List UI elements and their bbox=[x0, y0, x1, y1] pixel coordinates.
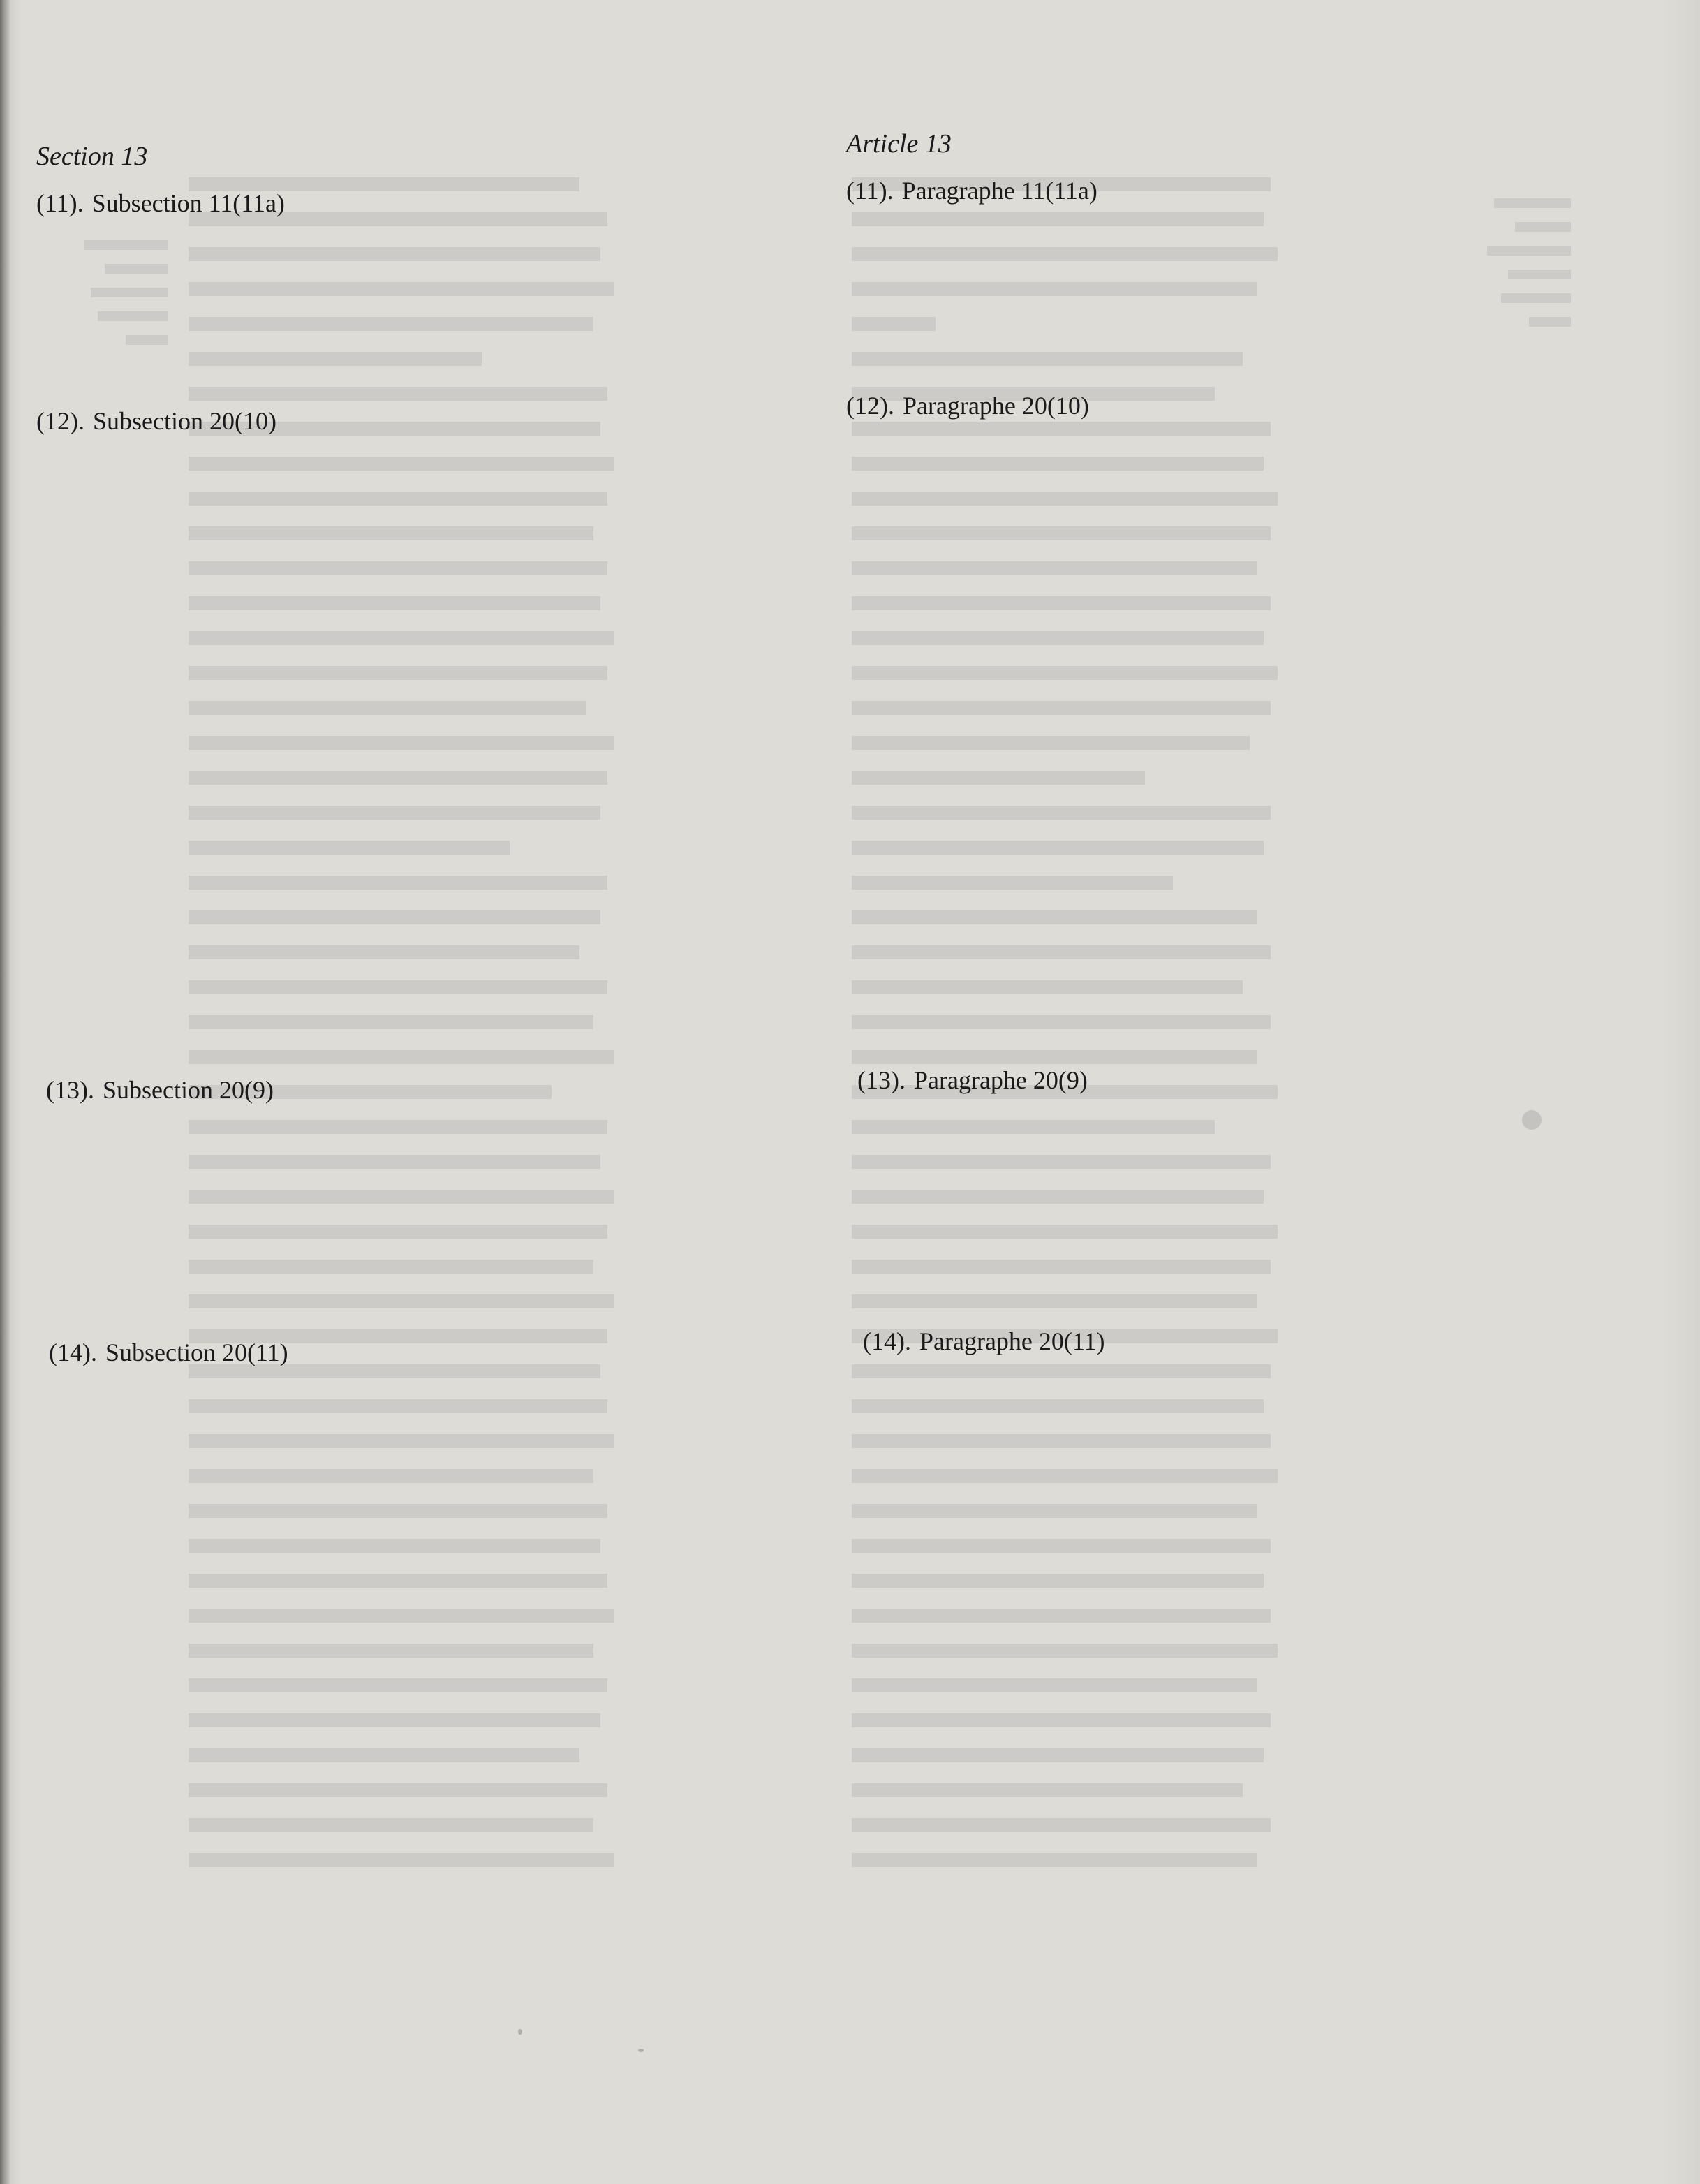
item-number: (11). bbox=[846, 177, 894, 205]
right-item-14 bbox=[863, 1327, 1105, 1356]
left-item-14 bbox=[49, 1338, 288, 1367]
right-item-11 bbox=[846, 176, 1097, 205]
item-label: Subsection 20(9) bbox=[102, 1076, 274, 1104]
item-label: Paragraphe 11(11a) bbox=[901, 177, 1097, 205]
left-item-11 bbox=[36, 189, 285, 218]
right-item-12 bbox=[846, 391, 1089, 420]
scan-speck bbox=[638, 2049, 644, 2052]
scan-speck bbox=[518, 2029, 522, 2035]
bleed-through-right bbox=[852, 168, 1285, 1878]
item-number: (13). bbox=[46, 1076, 94, 1104]
item-number: (14). bbox=[863, 1327, 911, 1355]
scan-speck bbox=[1522, 1110, 1542, 1130]
bleed-through-margin-note-left bbox=[28, 230, 168, 349]
item-number: (11). bbox=[36, 189, 84, 217]
page-binding-edge bbox=[0, 0, 10, 2184]
item-label: Subsection 11(11a) bbox=[91, 189, 285, 217]
item-number: (13). bbox=[857, 1066, 906, 1094]
item-label: Paragraphe 20(11) bbox=[919, 1327, 1105, 1355]
item-label: Paragraphe 20(10) bbox=[902, 392, 1089, 420]
right-item-13 bbox=[857, 1065, 1088, 1095]
item-number: (14). bbox=[49, 1338, 97, 1366]
left-item-13 bbox=[46, 1075, 274, 1105]
item-label: Subsection 20(11) bbox=[105, 1338, 288, 1366]
left-item-12 bbox=[36, 406, 276, 436]
left-section-heading: Section 13 bbox=[36, 142, 148, 171]
right-section-heading: Article 13 bbox=[846, 129, 952, 158]
item-number: (12). bbox=[846, 392, 894, 420]
item-label: Paragraphe 20(9) bbox=[913, 1066, 1088, 1094]
item-label: Subsection 20(10) bbox=[92, 407, 276, 435]
item-number: (12). bbox=[36, 407, 84, 435]
bleed-through-margin-note-right bbox=[1459, 189, 1571, 331]
